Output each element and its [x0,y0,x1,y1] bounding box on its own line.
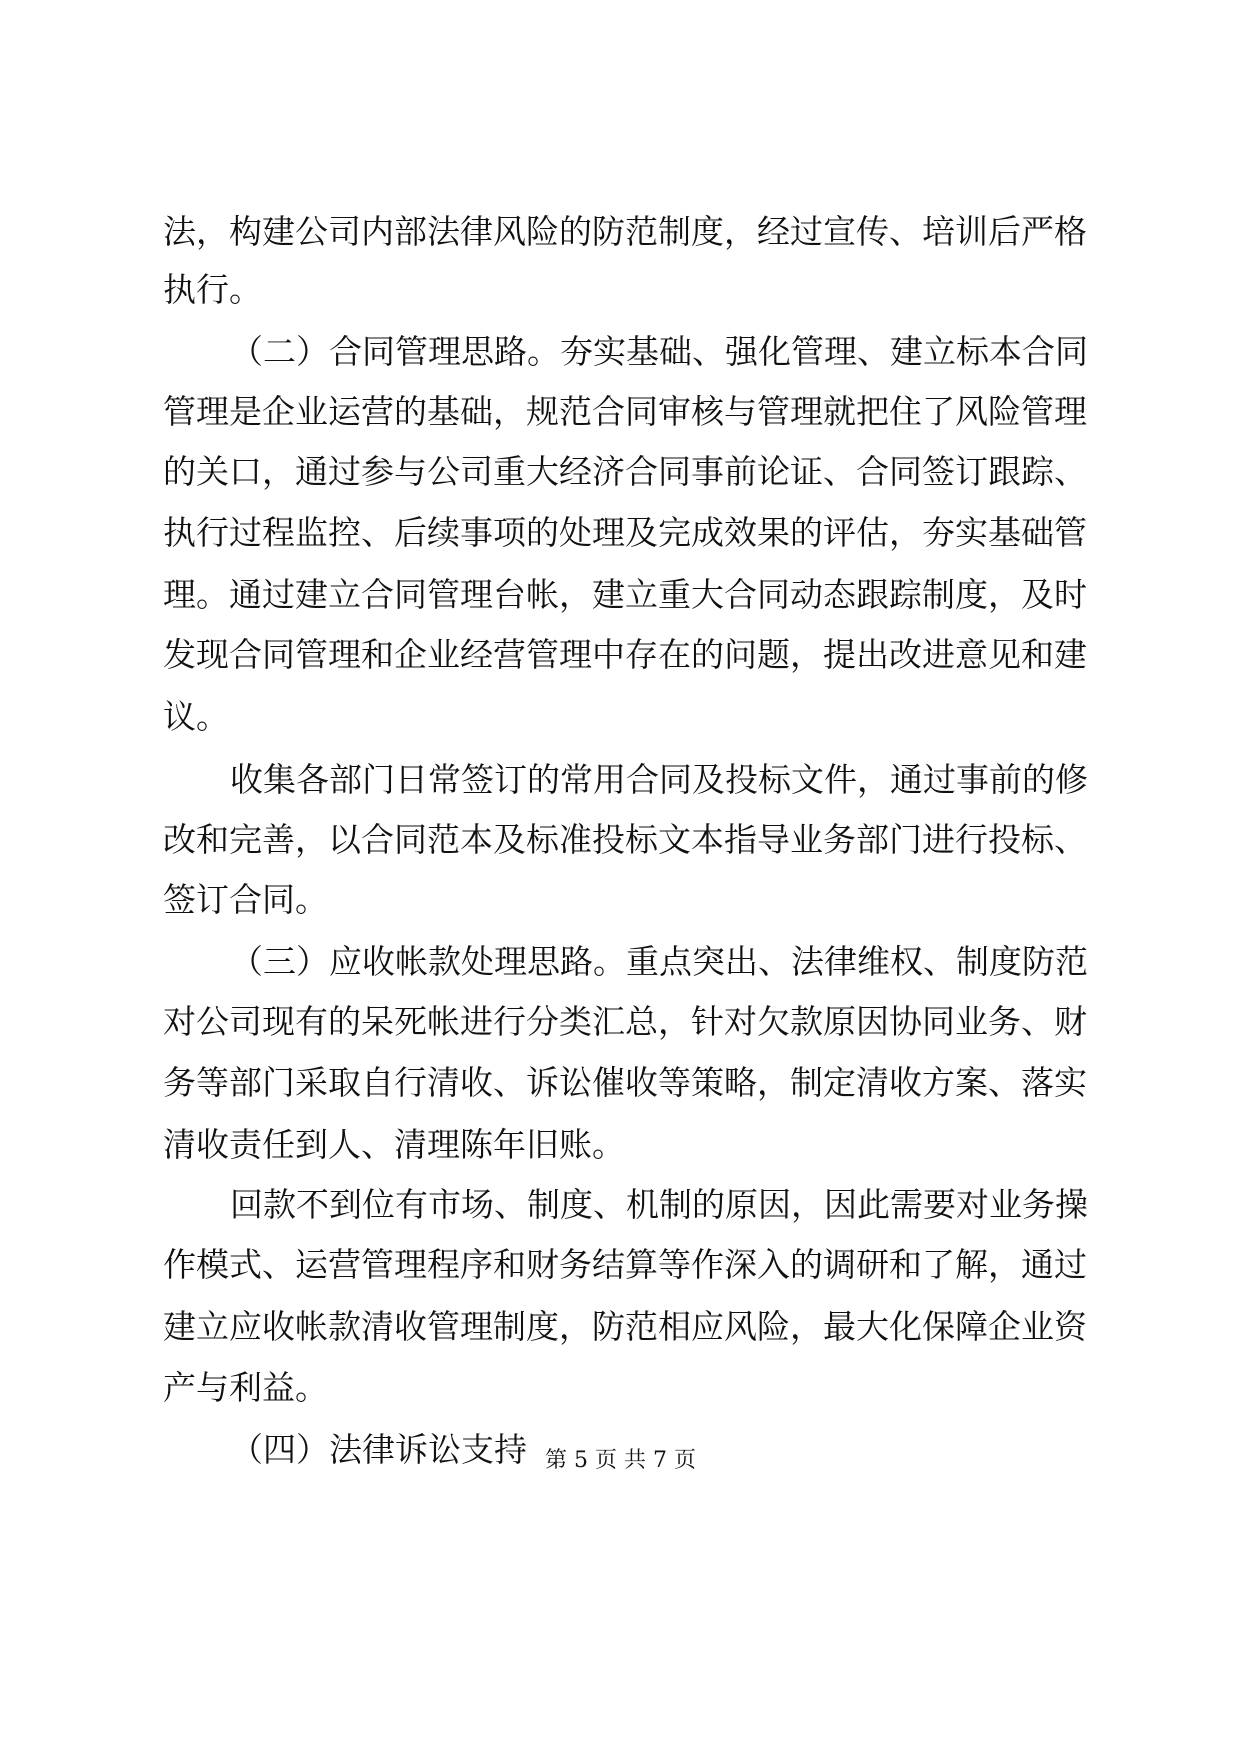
text-line: （二）合同管理思路。夯实基础、强化管理、建立标本合同 [230,332,1088,371]
text-line: 的关口，通过参与公司重大经济合同事前论证、合同签订跟踪、 [163,452,1087,491]
text-line: （三）应收帐款处理思路。重点突出、法律维权、制度防范 [230,942,1088,981]
text-line: 务等部门采取自行清收、诉讼催收等策略，制定清收方案、落实 [163,1063,1087,1102]
text-line: 执行。 [163,270,262,309]
text-line: 签订合同。 [163,880,328,919]
text-line: 作模式、运营管理程序和财务结算等作深入的调研和了解，通过 [163,1245,1087,1284]
text-line: 收集各部门日常签订的常用合同及投标文件，通过事前的修 [230,760,1088,799]
text-line: 产与利益。 [163,1368,328,1407]
text-line: 改和完善，以合同范本及标准投标文本指导业务部门进行投标、 [163,820,1087,859]
text-line: 清收责任到人、清理陈年旧账。 [163,1125,625,1164]
text-line: 建立应收帐款清收管理制度，防范相应风险，最大化保障企业资 [163,1307,1087,1346]
text-line: 回款不到位有市场、制度、机制的原因，因此需要对业务操 [230,1185,1088,1224]
text-line: 法，构建公司内部法律风险的防范制度，经过宣传、培训后严格 [163,212,1087,251]
text-line: 管理是企业运营的基础，规范合同审核与管理就把住了风险管理 [163,392,1087,431]
text-line: 理。通过建立合同管理台帐，建立重大合同动态跟踪制度，及时 [163,575,1087,614]
text-line: （四）法律诉讼支持 [230,1430,527,1469]
text-line: 发现合同管理和企业经营管理中存在的问题，提出改进意见和建 [163,635,1087,674]
text-line: 议。 [163,697,229,736]
page-footer: 第 5 页 共 7 页 [545,1448,696,1473]
text-line: 对公司现有的呆死帐进行分类汇总，针对欠款原因协同业务、财 [163,1002,1087,1041]
text-line: 执行过程监控、后续事项的处理及完成效果的评估，夯实基础管 [163,513,1087,552]
